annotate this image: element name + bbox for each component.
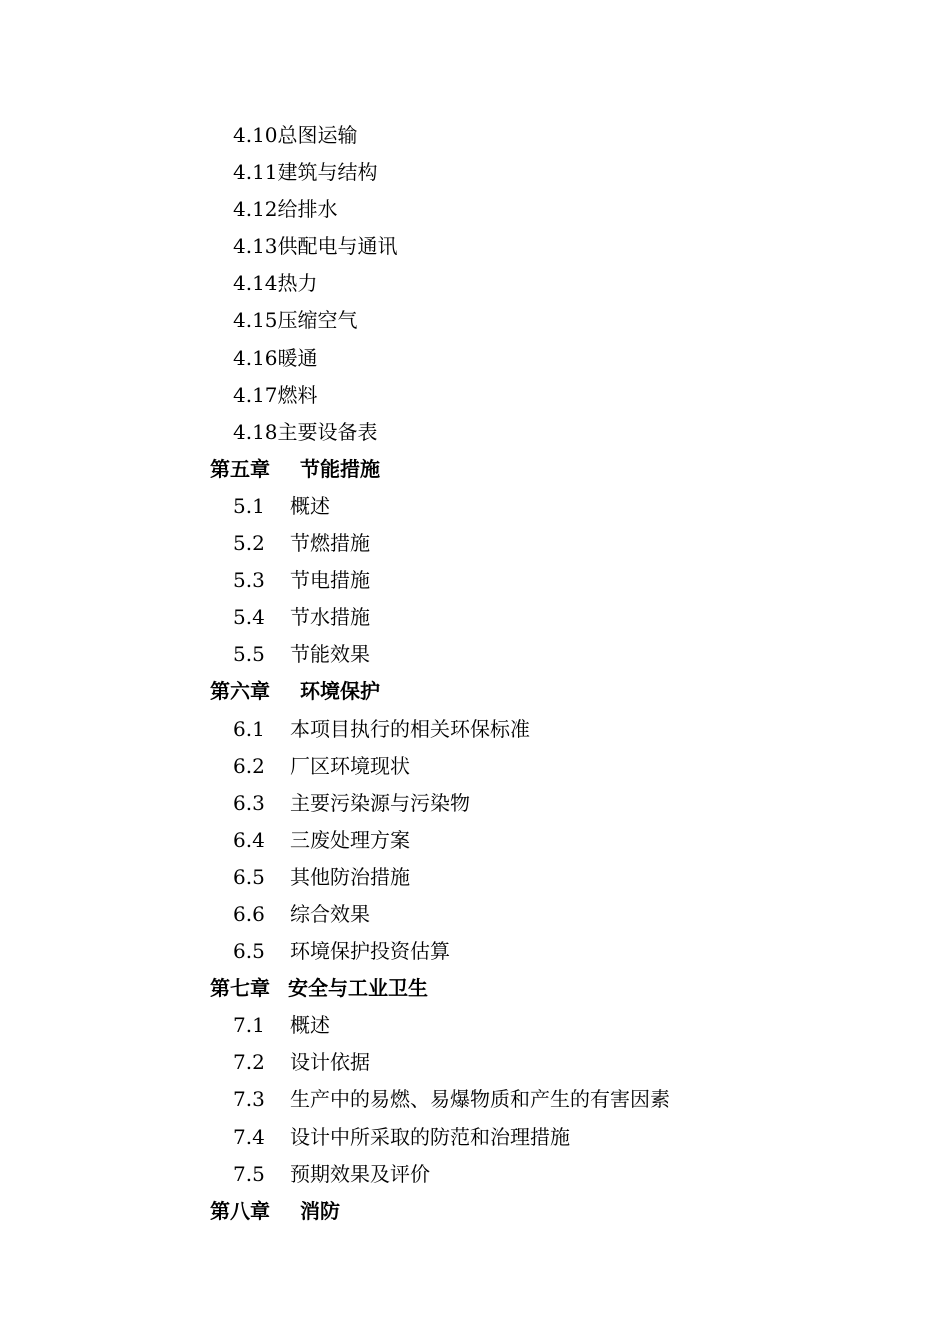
toc-section-entry (0, 302, 950, 339)
toc-chapter-heading (0, 673, 950, 710)
section-number: 4.11 (233, 160, 278, 185)
section-number: 5.5 (233, 642, 265, 667)
section-title: 暖通 (277, 345, 318, 370)
section-number: 4.18 (233, 419, 278, 444)
section-title: 节能效果 (290, 642, 370, 667)
section-title: 节水措施 (290, 605, 370, 630)
section-title: 厂区环境现状 (290, 753, 410, 778)
section-number: 4.10 (233, 123, 278, 147)
toc-section-entry (0, 933, 950, 970)
section-number: 5.1 (233, 493, 265, 518)
section-number: 7.3 (233, 1087, 265, 1112)
toc-section-entry (0, 488, 950, 525)
section-title: 主要设备表 (277, 419, 378, 444)
section-title: 压缩空气 (277, 308, 358, 333)
section-number: 7.2 (233, 1050, 265, 1075)
section-title: 设计中所采取的防范和治理措施 (290, 1124, 570, 1149)
toc-section-entry (0, 711, 950, 748)
section-number: 4.14 (233, 271, 278, 296)
toc-section-entry (0, 340, 950, 377)
section-title: 设计依据 (290, 1050, 370, 1075)
toc-section-entry (0, 562, 950, 599)
chapter-number: 第八章 (210, 1198, 270, 1223)
chapter-title: 安全与工业卫生 (288, 976, 428, 1001)
toc-chapter-heading (0, 451, 950, 488)
section-title: 主要污染源与污染物 (290, 790, 470, 815)
toc-section-entry (0, 1081, 950, 1118)
toc-chapter-heading (0, 970, 950, 1007)
section-title: 概述 (290, 1013, 330, 1038)
section-number: 7.4 (233, 1124, 265, 1149)
table-of-contents (0, 117, 950, 1230)
section-number: 6.4 (233, 827, 265, 852)
toc-chapter-heading (0, 1193, 950, 1230)
toc-section-entry (0, 896, 950, 933)
section-number: 6.5 (233, 864, 265, 889)
section-title: 综合效果 (290, 901, 370, 926)
toc-section-entry (0, 228, 950, 265)
section-title: 节电措施 (290, 568, 370, 593)
section-number: 6.2 (233, 753, 265, 778)
toc-section-entry (0, 1119, 950, 1156)
toc-section-entry (0, 525, 950, 562)
toc-section-entry (0, 377, 950, 414)
toc-section-entry (0, 1156, 950, 1193)
section-title: 生产中的易燃、易爆物质和产生的有害因素 (290, 1087, 670, 1112)
toc-section-entry (0, 414, 950, 451)
section-title: 其他防治措施 (290, 864, 410, 889)
section-title: 热力 (277, 271, 318, 296)
section-title: 建筑与结构 (277, 160, 378, 185)
section-title: 本项目执行的相关环保标准 (290, 716, 530, 741)
section-title: 概述 (290, 493, 330, 518)
toc-section-entry (0, 785, 950, 822)
section-number: 6.6 (233, 901, 265, 926)
chapter-title: 节能措施 (300, 456, 380, 481)
section-title: 燃料 (277, 382, 318, 407)
toc-section-entry (0, 859, 950, 896)
section-number: 5.4 (233, 605, 265, 630)
section-number: 4.17 (233, 382, 278, 407)
chapter-number: 第五章 (210, 456, 270, 481)
toc-section-entry (0, 191, 950, 228)
section-title: 供配电与通讯 (277, 234, 398, 259)
toc-section-entry (0, 1007, 950, 1044)
toc-section-entry (0, 1044, 950, 1081)
toc-section-entry (0, 154, 950, 191)
chapter-title: 消防 (300, 1198, 340, 1223)
section-title: 总图运输 (277, 123, 358, 147)
toc-section-entry (0, 822, 950, 859)
chapter-title: 环境保护 (300, 679, 380, 704)
section-number: 6.3 (233, 790, 265, 815)
section-number: 7.1 (233, 1013, 265, 1038)
toc-section-entry (0, 636, 950, 673)
toc-section-entry (0, 117, 950, 154)
section-title: 给排水 (277, 197, 338, 222)
section-number: 4.15 (233, 308, 278, 333)
section-number: 6.1 (233, 716, 265, 741)
toc-section-entry (0, 599, 950, 636)
section-number: 4.12 (233, 197, 278, 222)
section-title: 节燃措施 (290, 531, 370, 556)
section-number: 6.5 (233, 939, 265, 964)
section-number: 7.5 (233, 1161, 265, 1186)
toc-section-entry (0, 748, 950, 785)
section-number: 4.16 (233, 345, 278, 370)
section-number: 5.2 (233, 531, 265, 556)
section-number: 4.13 (233, 234, 278, 259)
chapter-number: 第七章 (210, 976, 270, 1001)
chapter-number: 第六章 (210, 679, 270, 704)
toc-section-entry (0, 265, 950, 302)
section-title: 预期效果及评价 (290, 1161, 430, 1186)
section-number: 5.3 (233, 568, 265, 593)
section-title: 环境保护投资估算 (290, 939, 450, 964)
section-title: 三废处理方案 (290, 827, 410, 852)
